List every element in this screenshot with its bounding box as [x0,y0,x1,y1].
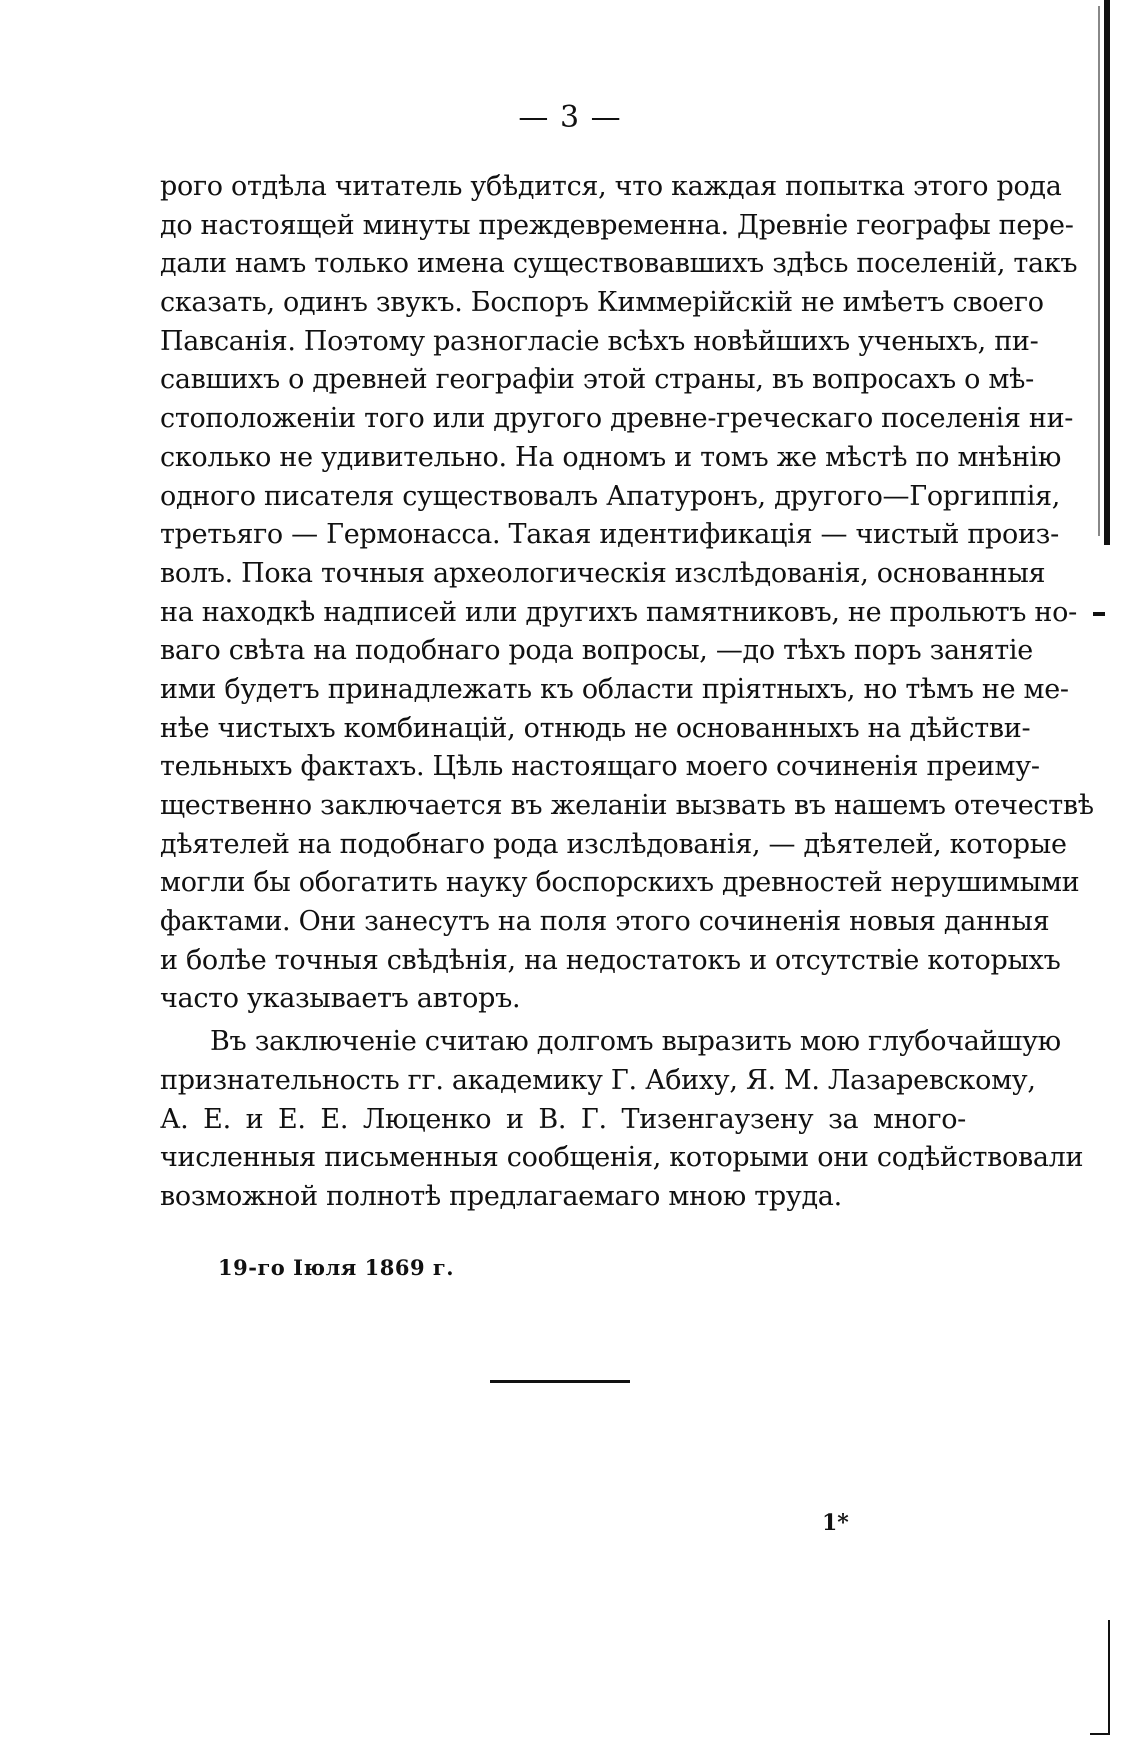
text-line: третьяго — Гермонасса. Такая идентификація — чистый произ- [160,519,1059,551]
text-line: Въ заключеніе считаю долгомъ выразить мою глубочайшую [210,1026,1061,1058]
section-divider [490,1380,630,1383]
scan-corner-foot [1090,1733,1110,1735]
text-line: на находкѣ надписей или другихъ памятниковъ, не прольютъ но- [160,596,1077,628]
scan-edge-mark [1093,612,1105,616]
text-line: волъ. Пока точныя археологическія изслѣдованія, основанныя [160,557,1046,589]
text-line: ваго свѣта на подобнаго рода вопросы, —до тѣхъ поръ занятіе [160,635,1033,667]
text-line: савшихъ о древней географіи этой страны, въ вопросахъ о мѣ- [160,364,1034,396]
text-line: А. Е. и Е. Е. Люценко и В. Г. Тизенгаузену за много- [160,1103,966,1135]
text-line: до настоящей минуты преждевременна. Древніе географы пере- [160,209,1074,241]
text-line: численныя письменныя сообщенія, которыми они содѣйствовали [160,1142,1084,1174]
scan-corner-line [1108,1620,1110,1735]
text-line: нѣе чистыхъ комбинацій, отнюдь не основанныхъ на дѣйстви- [160,712,1031,744]
text-line: сказать, одинъ звукъ. Боспоръ Киммерійскій не имѣетъ своего [160,287,1044,319]
text-line: ими будетъ принадлежать къ области пріятныхъ, но тѣмъ не ме- [160,673,1069,705]
text-line: сколько не удивительно. На одномъ и томъ же мѣстѣ по мнѣнію [160,441,1062,473]
signature-mark: 1* [822,1510,849,1536]
text-line: фактами. Они занесутъ на поля этого сочиненія новыя данныя [160,906,1050,938]
text-line: щественно заключается въ желаніи вызвать въ нашемъ отечествѣ [160,790,1094,821]
text-line: и болѣе точныя свѣдѣнія, на недостатокъ и отсутствіе которыхъ [160,944,1061,976]
text-line: часто указываетъ авторъ. [160,983,521,1015]
text-line: могли бы обогатить науку боспорскихъ древностей нерушимыми [160,867,1080,899]
scan-edge [1104,0,1110,545]
text-line: стоположеніи того или другого древне-греческаго поселенія ни- [160,403,1074,435]
text-line: одного писателя существовалъ Апатуронъ, другого—Горгиппія, [160,480,1061,512]
text-line: дѣятелей на подобнаго рода изслѣдованія, — дѣятелей, которые [160,828,1067,860]
text-line: рого отдѣла читатель убѣдится, что каждая попытка этого рода [160,171,1062,202]
page-number-header: — 3 — [518,100,622,135]
page-body [160,168,1094,1217]
text-line: признательность гг. академику Г. Абиху, Я. М. Лазаревскому, [160,1064,1036,1096]
text-line: дали намъ только имена существовавшихъ здѣсь поселеній, такъ [160,248,1078,280]
paragraph-1 [160,168,1094,1019]
paragraph-2 [160,1023,1084,1216]
text-line: тельныхъ фактахъ. Цѣль настоящаго моего сочиненія преиму- [160,751,1040,783]
preface-date: 19-го Іюля 1869 г. [218,1255,455,1280]
text-line: возможной полнотѣ предлагаемаго мною труда. [160,1180,842,1212]
text-line: Павсанія. Поэтому разногласіе всѣхъ новѣйшихъ ученыхъ, пи- [160,325,1039,357]
scan-edge-shadow [1098,6,1100,536]
